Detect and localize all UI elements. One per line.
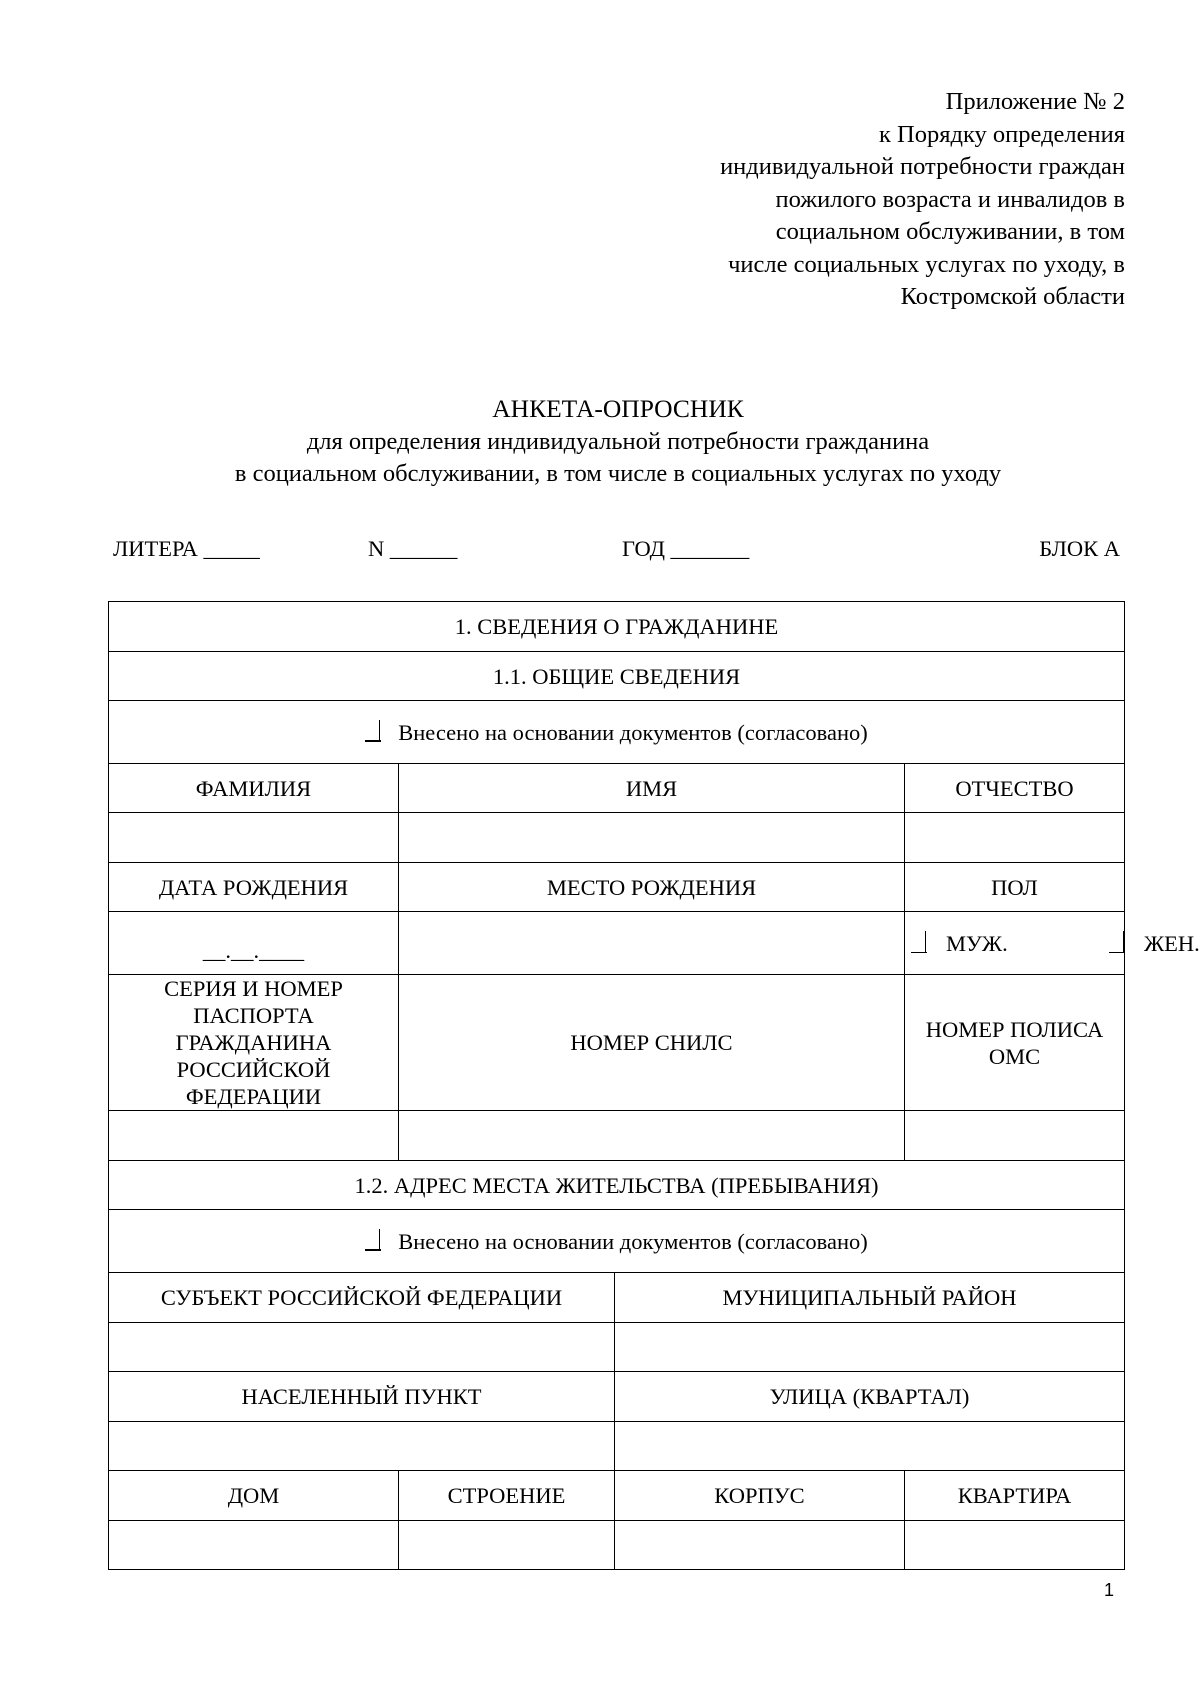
- district-field[interactable]: [615, 1323, 1125, 1372]
- block-label: БЛОК А: [1039, 536, 1120, 561]
- appendix-line: Костромской области: [900, 283, 1125, 310]
- birth-place-label: МЕСТО РОЖДЕНИЯ: [399, 863, 905, 912]
- oms-label: НОМЕР ПОЛИСА ОМС: [905, 975, 1125, 1111]
- street-label: УЛИЦА (КВАРТАЛ): [615, 1372, 1125, 1422]
- passport-label-line: СЕРИЯ И НОМЕР: [164, 976, 343, 1001]
- female-checkbox[interactable]: [1109, 931, 1124, 953]
- page-number: 1: [1104, 1580, 1115, 1600]
- docs-confirmed-row[interactable]: [109, 701, 1125, 764]
- appendix-line: к Порядку определения: [879, 120, 1125, 148]
- street-field[interactable]: [615, 1422, 1125, 1471]
- birth-date-field[interactable]: __.__.____: [109, 912, 399, 975]
- patronymic-label: ОТЧЕСТВО: [905, 764, 1125, 813]
- docs-confirmed-row-2[interactable]: [109, 1210, 1125, 1273]
- section1-title: 1. СВЕДЕНИЯ О ГРАЖДАНИНЕ: [109, 602, 1125, 652]
- building-field[interactable]: [399, 1521, 615, 1570]
- birth-place-field[interactable]: [399, 912, 905, 975]
- district-label: МУНИЦИПАЛЬНЫЙ РАЙОН: [615, 1273, 1125, 1323]
- block-field[interactable]: [615, 1521, 905, 1570]
- birth-date-label: ДАТА РОЖДЕНИЯ: [109, 863, 399, 912]
- appendix-line: числе социальных услугах по уходу, в: [728, 250, 1125, 278]
- apartment-field[interactable]: [905, 1521, 1125, 1570]
- docs-confirmed-checkbox[interactable]: [365, 720, 380, 742]
- title-subline: в социальном обслуживании, в том числе в социальных услугах по уходу: [234, 460, 1002, 487]
- page-title: АНКЕТА-ОПРОСНИК: [492, 394, 744, 423]
- female-option[interactable]: [1109, 930, 1200, 957]
- docs-confirmed-checkbox-2[interactable]: [365, 1229, 380, 1251]
- year-field[interactable]: ГОД _______: [622, 536, 750, 561]
- male-checkbox[interactable]: [911, 931, 926, 953]
- passport-label-line: ПАСПОРТА ГРАЖДАНИНА: [175, 1003, 332, 1055]
- male-option[interactable]: [911, 930, 1008, 957]
- section1-2-title: 1.2. АДРЕС МЕСТА ЖИТЕЛЬСТВА (ПРЕБЫВАНИЯ): [109, 1161, 1125, 1210]
- name-field[interactable]: [399, 813, 905, 863]
- surname-field[interactable]: [109, 813, 399, 863]
- docs-confirmed-label-2: Внесено на основании документов (согласовано): [398, 1228, 868, 1254]
- sex-field: [905, 912, 1200, 975]
- house-label: ДОМ: [109, 1471, 399, 1521]
- appendix-line: социальном обслуживании, в том: [775, 218, 1125, 245]
- passport-field[interactable]: [109, 1111, 399, 1161]
- meta-row: [0, 533, 1200, 565]
- region-field[interactable]: [109, 1323, 615, 1372]
- house-field[interactable]: [109, 1521, 399, 1570]
- male-label: МУЖ.: [946, 931, 1008, 956]
- appendix-line: индивидуальной потребности граждан: [720, 153, 1125, 180]
- section1-1-title: 1.1. ОБЩИЕ СВЕДЕНИЯ: [109, 652, 1125, 701]
- appendix-line: пожилого возраста и инвалидов в: [775, 185, 1125, 213]
- appendix-header: [565, 86, 1125, 314]
- litera-field[interactable]: ЛИТЕРА _____: [113, 536, 260, 561]
- region-label: СУБЪЕКТ РОССИЙСКОЙ ФЕДЕРАЦИИ: [109, 1273, 615, 1323]
- locality-field[interactable]: [109, 1422, 615, 1471]
- oms-field[interactable]: [905, 1111, 1125, 1161]
- locality-label: НАСЕЛЕННЫЙ ПУНКТ: [109, 1372, 615, 1422]
- patronymic-field[interactable]: [905, 813, 1125, 863]
- citizen-form-table: [108, 601, 1200, 1570]
- passport-label: [109, 975, 399, 1111]
- sex-label: ПОЛ: [905, 863, 1125, 912]
- building-label: СТРОЕНИЕ: [399, 1471, 615, 1521]
- apartment-label: КВАРТИРА: [905, 1471, 1125, 1521]
- docs-confirmed-label: Внесено на основании документов (согласовано): [398, 719, 868, 745]
- snils-field[interactable]: [399, 1111, 905, 1161]
- number-field[interactable]: N ______: [368, 536, 458, 561]
- name-label: ИМЯ: [399, 764, 905, 813]
- document-title: [100, 392, 1136, 490]
- block-label-cell: КОРПУС: [615, 1471, 905, 1521]
- passport-label-line: РОССИЙСКОЙ ФЕДЕРАЦИИ: [176, 1057, 331, 1109]
- appendix-line: Приложение № 2: [945, 88, 1125, 115]
- snils-label: НОМЕР СНИЛС: [399, 975, 905, 1111]
- surname-label: ФАМИЛИЯ: [109, 764, 399, 813]
- female-label: ЖЕН.: [1144, 931, 1200, 956]
- title-subline: для определения индивидуальной потребности гражданина: [306, 428, 930, 455]
